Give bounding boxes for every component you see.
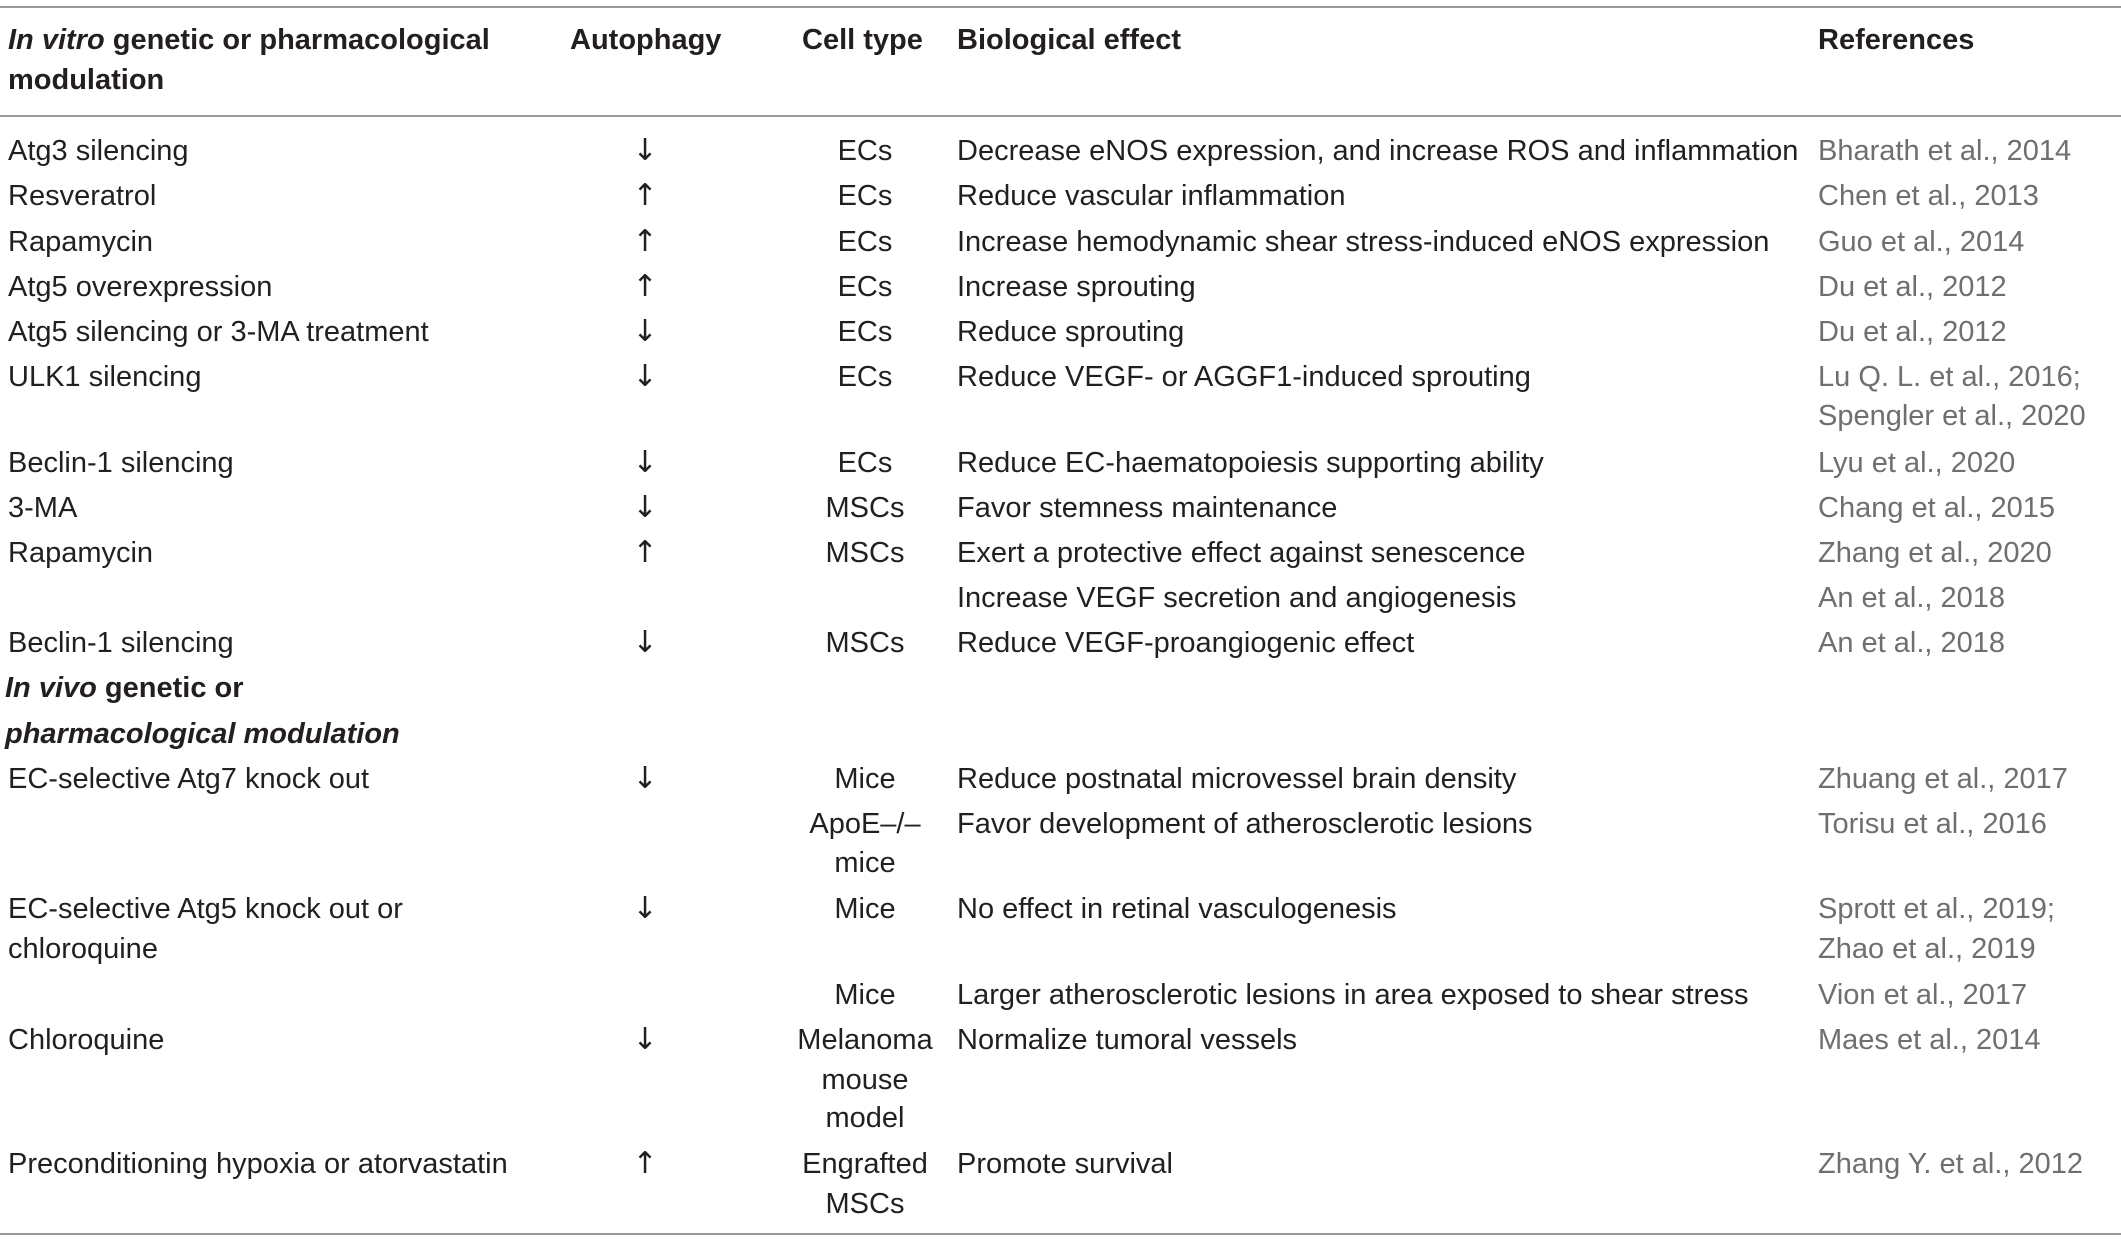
cell-type-cell: MSCs [825,537,905,569]
cell-type-cell: ECs [837,316,893,348]
reference-cell: Sprott et al., 2019; [1818,893,2055,925]
modulation-cell: Rapamycin [8,226,154,258]
autophagy-down-icon: ↓ [632,490,658,525]
reference-cell: Chang et al., 2015 [1818,492,2056,524]
header-references: References [1818,24,1975,56]
autophagy-down-icon: ↓ [632,1022,658,1057]
effect-cell: Reduce vascular inflammation [957,180,1346,212]
effect-cell: No effect in retinal vasculogenesis [957,893,1397,925]
cell-type-cell-line2: mice [834,847,896,879]
reference-cell: Chen et al., 2013 [1818,180,2039,212]
autophagy-up-icon: ↑ [632,269,658,304]
effect-cell: Reduce sprouting [957,316,1185,348]
reference-cell: Bharath et al., 2014 [1818,135,2072,167]
effect-cell: Reduce EC-haematopoiesis supporting ability [957,447,1544,479]
reference-cell: Torisu et al., 2016 [1818,808,2047,840]
modulation-cell: Atg5 silencing or 3-MA treatment [8,316,429,348]
autophagy-down-icon: ↓ [632,891,658,926]
table-top-rule [0,6,2121,8]
reference-cell: Maes et al., 2014 [1818,1024,2041,1056]
cell-type-cell: MSCs [825,627,905,659]
reference-cell: Du et al., 2012 [1818,271,2007,303]
reference-cell: An et al., 2018 [1818,627,2006,659]
effect-cell: Favor stemness maintenance [957,492,1338,524]
header-rule [0,115,2121,117]
autophagy-down-icon: ↓ [632,625,658,660]
effect-cell: Reduce VEGF- or AGGF1-induced sprouting [957,361,1531,393]
modulation-cell: ULK1 silencing [8,361,202,393]
header-modulation: In vitro genetic or pharmacological [8,24,490,56]
effect-cell: Reduce postnatal microvessel brain density [957,763,1517,795]
effect-cell: Increase VEGF secretion and angiogenesis [957,582,1517,614]
section-heading-in-vivo: In vivo genetic or [5,672,244,704]
cell-type-cell: ECs [837,271,893,303]
modulation-cell: Beclin-1 silencing [8,447,234,479]
autophagy-up-icon: ↑ [632,535,658,570]
cell-type-cell: ECs [837,447,893,479]
effect-cell: Increase hemodynamic shear stress-induced eNOS expression [957,226,1770,258]
modulation-cell: Preconditioning hypoxia or atorvastatin [8,1148,508,1180]
cell-type-cell: Engrafted [802,1148,928,1180]
header-cell-type: Cell type [802,24,923,56]
autophagy-up-icon: ↑ [632,1146,658,1181]
effect-cell: Decrease eNOS expression, and increase ROS and inflammation [957,135,1799,167]
modulation-cell: EC-selective Atg5 knock out or [8,893,403,925]
cell-type-cell: MSCs [825,492,905,524]
autophagy-down-icon: ↓ [632,314,658,349]
cell-type-cell: ECs [837,361,893,393]
modulation-cell: Beclin-1 silencing [8,627,234,659]
header-biological-effect: Biological effect [957,24,1181,56]
modulation-cell: Chloroquine [8,1024,165,1056]
reference-cell-line2: Spengler et al., 2020 [1818,400,2086,432]
reference-cell: An et al., 2018 [1818,582,2006,614]
reference-cell: Lyu et al., 2020 [1818,447,2016,479]
effect-cell: Larger atherosclerotic lesions in area exposed to shear stress [957,979,1749,1011]
effect-cell: Increase sprouting [957,271,1196,303]
cell-type-cell: Mice [834,893,896,925]
effect-cell: Promote survival [957,1148,1173,1180]
modulation-cell: Rapamycin [8,537,154,569]
cell-type-cell: ECs [837,226,893,258]
cell-type-cell: Mice [834,763,896,795]
section-heading-in-vivo-line2: pharmacological modulation [5,718,400,750]
effect-cell: Reduce VEGF-proangiogenic effect [957,627,1415,659]
header-autophagy: Autophagy [570,24,722,56]
autophagy-down-icon: ↓ [632,445,658,480]
cell-type-cell: ECs [837,135,893,167]
autophagy-down-icon: ↓ [632,761,658,796]
header-modulation-line2: modulation [8,64,165,96]
modulation-cell: Atg5 overexpression [8,271,273,303]
cell-type-cell-line2: MSCs [825,1188,905,1220]
reference-cell-line2: Zhao et al., 2019 [1818,933,2036,965]
effect-cell: Favor development of atherosclerotic lesions [957,808,1533,840]
modulation-cell: Atg3 silencing [8,135,189,167]
autophagy-down-icon: ↓ [632,133,658,168]
reference-cell: Du et al., 2012 [1818,316,2007,348]
cell-type-cell-line2: mouse [821,1064,909,1096]
cell-type-cell: Mice [834,979,896,1011]
effect-cell: Exert a protective effect against senescence [957,537,1526,569]
reference-cell: Lu Q. L. et al., 2016; [1818,361,2081,393]
reference-cell: Zhang Y. et al., 2012 [1818,1148,2083,1180]
modulation-cell-line2: chloroquine [8,933,158,965]
modulation-cell: 3-MA [8,492,78,524]
table-bottom-rule [0,1233,2121,1235]
autophagy-up-icon: ↑ [632,224,658,259]
modulation-cell: Resveratrol [8,180,157,212]
autophagy-up-icon: ↑ [632,178,658,213]
reference-cell: Zhang et al., 2020 [1818,537,2052,569]
cell-type-cell: Melanoma [797,1024,933,1056]
cell-type-cell: ApoE–/– [809,808,921,840]
cell-type-cell-line3: model [825,1102,905,1134]
effect-cell: Normalize tumoral vessels [957,1024,1298,1056]
reference-cell: Zhuang et al., 2017 [1818,763,2068,795]
cell-type-cell: ECs [837,180,893,212]
reference-cell: Vion et al., 2017 [1818,979,2028,1011]
modulation-cell: EC-selective Atg7 knock out [8,763,370,795]
reference-cell: Guo et al., 2014 [1818,226,2025,258]
autophagy-down-icon: ↓ [632,359,658,394]
